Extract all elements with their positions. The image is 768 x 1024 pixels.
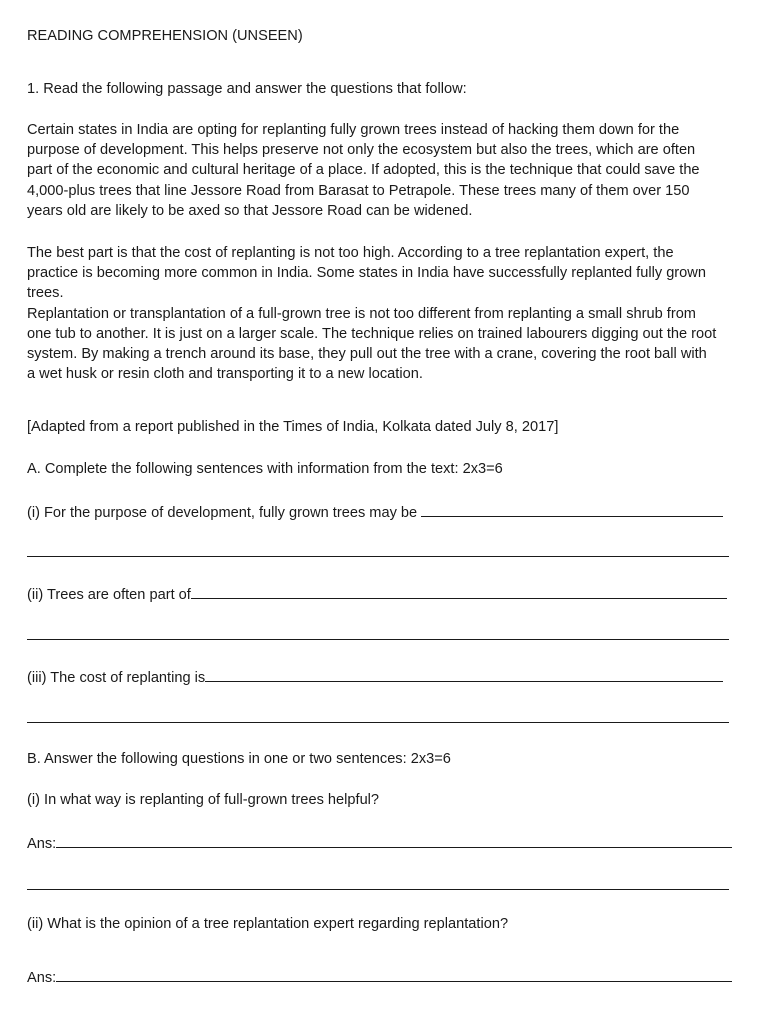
passage-line: purpose of development. This helps preserve not only the ecosystem but also the trees, which are often <box>27 142 696 159</box>
passage-line: one tub to another. It is just on a larger scale. The technique relies on trained labourers digging out the root <box>27 325 717 342</box>
passage-line: years old are likely to be axed so that Jessore Road can be widened. <box>27 202 473 219</box>
instruction-text: 1. Read the following passage and answer the questions that follow: <box>27 81 467 97</box>
passage-line: 4,000-plus trees that line Jessore Road from Barasat to Petrapole. These trees many of them over 150 <box>27 182 690 199</box>
answer-row <box>27 832 732 854</box>
passage-line: The best part is that the cost of replanting is not too high. According to a tree replantation expert, the <box>27 245 674 261</box>
passage-line: Replantation or transplantation of a full-grown tree is not too different from replanting a small shrub from <box>27 305 696 322</box>
answer-blank[interactable] <box>191 583 727 599</box>
answer-blank[interactable] <box>56 832 732 848</box>
answer-blank[interactable] <box>56 966 732 982</box>
answer-line[interactable] <box>27 722 729 723</box>
source-citation: [Adapted from a report published in the Times of India, Kolkata dated July 8, 2017] <box>27 419 559 435</box>
section-a-question-1 <box>27 501 723 523</box>
answer-line[interactable] <box>27 889 729 890</box>
answer-blank[interactable] <box>205 666 723 682</box>
worksheet-heading: READING COMPREHENSION (UNSEEN) <box>27 28 303 44</box>
passage-line: part of the economic and cultural heritage of a place. If adopted, this is the technique that could save the <box>27 162 700 179</box>
answer-line[interactable] <box>27 639 729 640</box>
passage-paragraph-2 <box>27 243 739 384</box>
section-b-question-1: (i) In what way is replanting of full-grown trees helpful? <box>27 792 380 808</box>
section-b-question-2: (ii) What is the opinion of a tree replantation expert regarding replantation? <box>27 916 509 932</box>
section-b-title: B. Answer the following questions in one or two sentences: 2x3=6 <box>27 751 451 767</box>
question-text: (i) For the purpose of development, fully grown trees may be <box>27 505 422 521</box>
answer-blank[interactable] <box>421 501 723 517</box>
answer-row <box>27 966 732 988</box>
passage-line: Certain states in India are opting for replanting fully grown trees instead of hacking them down for the <box>27 122 680 138</box>
answer-line[interactable] <box>27 556 729 557</box>
passage-line: a wet husk or resin cloth and transporting it to a new location. <box>27 366 423 383</box>
passage-line: trees. <box>27 285 64 302</box>
question-text: (ii) Trees are often part of <box>27 587 191 603</box>
section-a-question-3 <box>27 666 723 688</box>
section-a-title: A. Complete the following sentences with information from the text: 2x3=6 <box>27 461 503 477</box>
ans-label: Ans: <box>27 970 57 986</box>
section-a-question-2 <box>27 583 727 605</box>
question-text: (iii) The cost of replanting is <box>27 670 206 686</box>
passage-line: system. By making a trench around its base, they pull out the tree with a crane, covering the root ball with <box>27 346 707 363</box>
passage-line: practice is becoming more common in India. Some states in India have successfully replanted fully grown <box>27 265 706 282</box>
ans-label: Ans: <box>27 836 57 852</box>
passage-paragraph-1 <box>27 120 739 221</box>
